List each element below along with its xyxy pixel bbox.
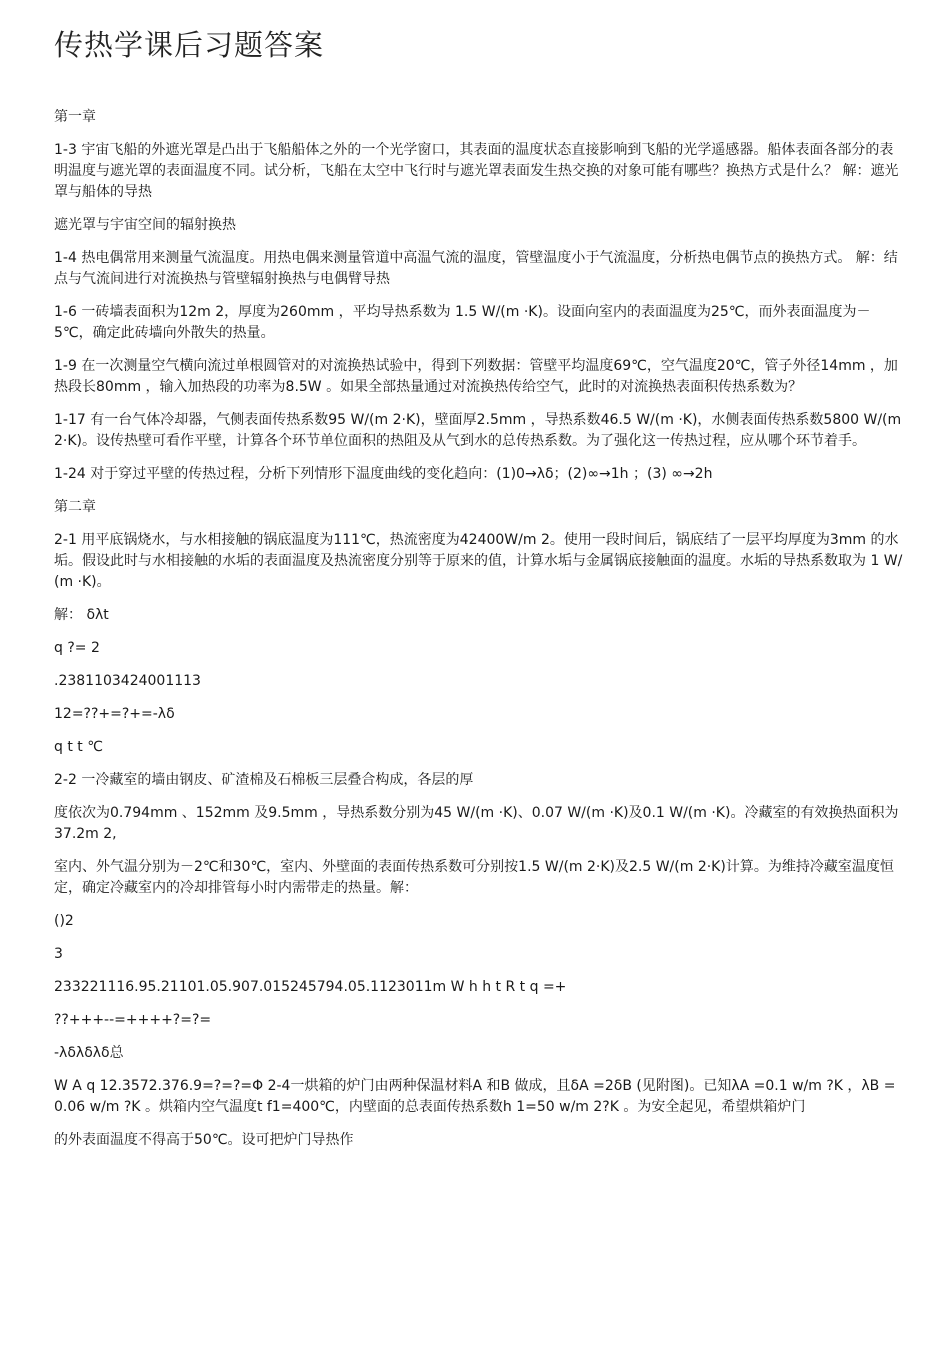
problem-2-2-cont: 室内、外气温分别为－2℃和30℃，室内、外壁面的表面传热系数可分别按1.5 W/(m 2·K)及2.5 W/(m 2·K)计算。为维持冷藏室温度恒定，确定冷藏室内的冷却排管每小时内需带走的热量。解： — [54, 858, 894, 896]
problem-1-3: 1-3 宇宙飞船的外遮光罩是凸出于飞船船体之外的一个光学窗口，其表面的温度状态直接影响到飞船的光学遥感器。船体表面各部分的表明温度与遮光罩的表面温度不同。试分析，飞船在太空中飞行时与遮光罩表面发生热交换的对象可能有哪些？换热方式是什么？ 解：遮光罩与船体的导热 — [54, 141, 899, 200]
problem-1-9: 1-9 在一次测量空气横向流过单根圆管对的对流换热试验中，得到下列数据：管壁平均温度69℃，空气温度20℃，管子外径14mm ，加热段长80mm ，输入加热段的功率为8.5W 。如果全部热量通过对流换热传给空气，此时的对流换热表面积传热系数为？ — [54, 357, 898, 395]
problem-2-1: 2-1 用平底锅烧水，与水相接触的锅底温度为111℃，热流密度为42400W/m 2。使用一段时间后，锅底结了一层平均厚度为3mm 的水垢。假设此时与水相接触的水垢的表面温度及热流密度分别等于原来的值，计算水垢与金属锅底接触面的温度。水垢的导热系数取为 1 W/(m ·K)。 — [54, 531, 903, 590]
document-body — [54, 107, 906, 1151]
chapter-1-heading: 第一章 — [54, 108, 96, 125]
problem-1-3-answer: 遮光罩与宇宙空间的辐射换热 — [54, 216, 236, 233]
formula-line: ??+++--=++++?=?= — [54, 1011, 212, 1028]
formula-line: ()2 — [54, 912, 74, 929]
formula-line: -λδλδλδ总 — [54, 1044, 124, 1061]
problem-1-4: 1-4 热电偶常用来测量气流温度。用热电偶来测量管道中高温气流的温度，管壁温度小于气流温度，分析热电偶节点的换热方式。 解：结点与气流间进行对流换热与管壁辐射换热与电偶臂导热 — [54, 249, 898, 287]
problem-1-24: 1-24 对于穿过平壁的传热过程，分析下列情形下温度曲线的变化趋向：(1)0→λδ；(2)∞→1h ；(3) ∞→2h — [54, 465, 713, 482]
formula-line: 3 — [54, 945, 63, 962]
problem-2-4-cont: 的外表面温度不得高于50℃。设可把炉门导热作 — [54, 1131, 354, 1148]
problem-2-4: W A q 12.3572.376.9=?=?=Φ 2-4一烘箱的炉门由两种保温材料A 和B 做成，且δA =2δB (见附图)。已知λA =0.1 w/m ?K ，λB =0.06 w/m ?K 。烘箱内空气温度t f1=400℃，内壁面的总表面传热系数h 1=50 w/m 2?K 。为安全起见，希望烘箱炉门 — [54, 1077, 896, 1115]
formula-line: q t t ℃ — [54, 738, 103, 755]
chapter-2-heading: 第二章 — [54, 498, 96, 515]
document-title: 传热学课后习题答案 — [54, 28, 325, 62]
problem-2-2: 2-2 一冷藏室的墙由钢皮、矿渣棉及石棉板三层叠合构成，各层的厚 — [54, 771, 474, 788]
problem-1-17: 1-17 有一台气体冷却器，气侧表面传热系数95 W/(m 2·K)，壁面厚2.5mm ，导热系数46.5 W/(m ·K)，水侧表面传热系数5800 W/(m 2·K)。设传热壁可看作平壁，计算各个环节单位面积的热阻及从气到水的总传热系数。为了强化这一传热过程，应从哪个环节着手。 — [54, 411, 902, 449]
formula-line: .2381103424001113 — [54, 672, 201, 689]
formula-line: 233221116.95.21101.05.907.015245794.05.1123011m W h h t R t q =+ — [54, 978, 567, 995]
formula-line: q ?= 2 — [54, 639, 100, 656]
problem-1-6: 1-6 一砖墙表面积为12m 2，厚度为260mm ，平均导热系数为 1.5 W/(m ·K)。设面向室内的表面温度为25℃，而外表面温度为－5℃，确定此砖墙向外散失的热量。 — [54, 303, 871, 341]
problem-2-2-cont: 度依次为0.794mm 、152mm 及9.5mm ，导热系数分别为45 W/(m ·K)、0.07 W/(m ·K)及0.1 W/(m ·K)。冷藏室的有效换热面积为37.2m 2, — [54, 804, 899, 842]
formula-line: 12=??+=?+=-λδ — [54, 705, 175, 722]
solution-line: 解： δλt — [54, 606, 109, 623]
